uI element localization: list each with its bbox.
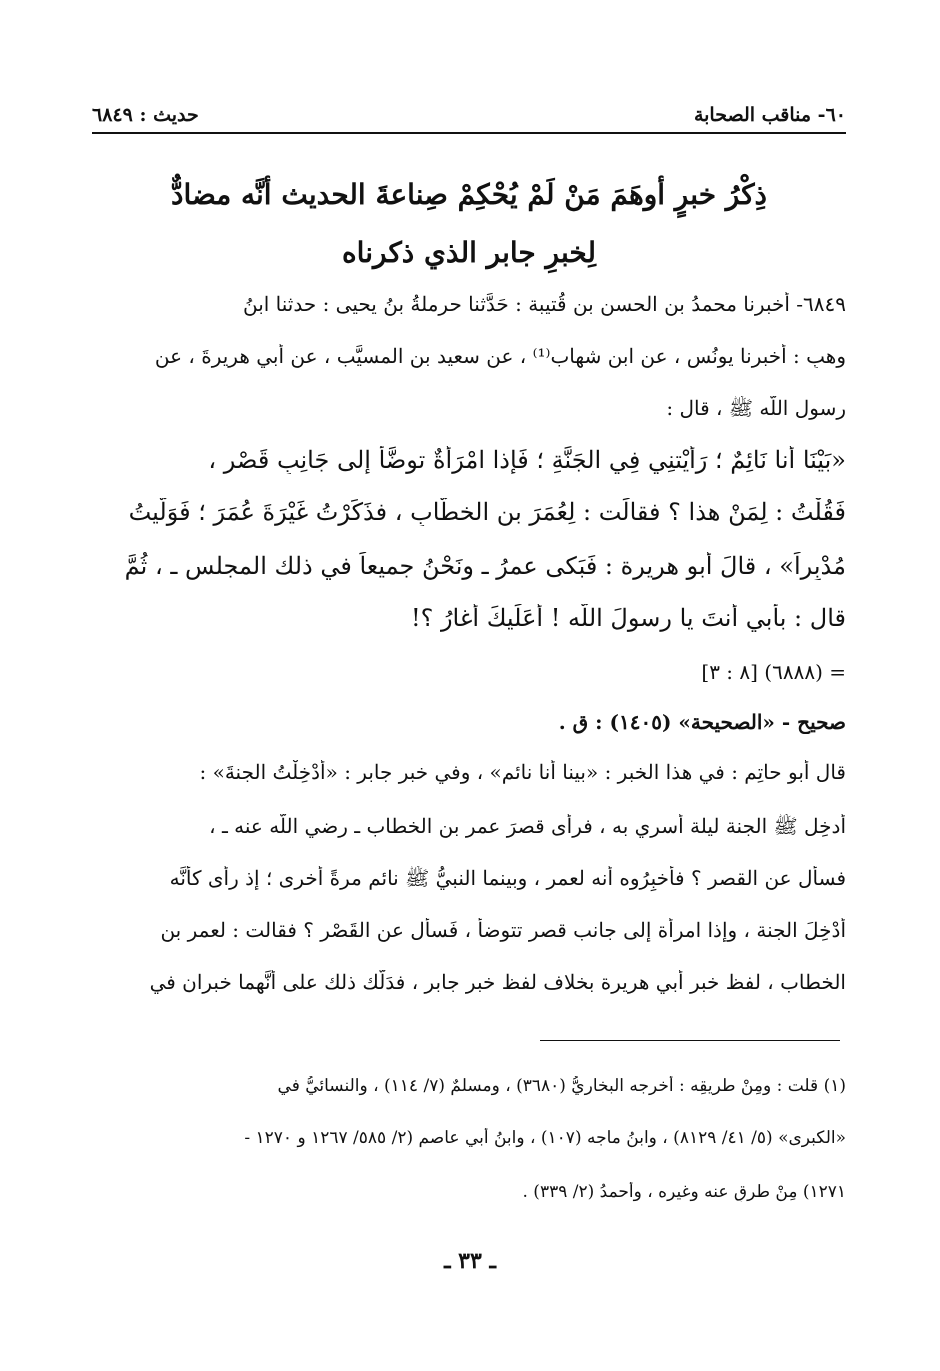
matn-line: «بَيْنَا أنا نَائِمٌ ؛ رَأَيْتنِي فِي الجَنَّةِ ؛ فَإِذا امْرَأَةٌ توضَّأُ إلى جَانِبِ قَصْرٍ ، <box>208 446 846 474</box>
running-header <box>92 96 846 134</box>
commentary-line: أُدخِل ﷺ الجنة ليلة أُسري به ، فرأى قصرَ عمر بن الخطاب ـ رضي اللّه عنه ـ ، <box>209 814 846 838</box>
matn-line: فَقُلْتُ : لِمَنْ هذا ؟ فقالَت : لِعُمَرَ بنِ الخطَّابِ ، فذَكَرْتُ غَيْرَةَ عُمَرَ ؛ فَوَلَّيتُ <box>128 498 846 526</box>
matn-line: قال : بأبي أنتَ يا رسولَ اللّه ! أَعَلَيكَ أغارُ ؟! <box>410 604 846 632</box>
chapter-title: ٦٠- مناقب الصحابة <box>693 104 846 126</box>
isnad-line: ٦٨٤٩- أخبرنا محمدُ بن الحسن بنِ قُتيبة : حَدَّثنا حرملةُ بنُ يحيى : حدثنا ابنُ <box>242 292 846 316</box>
page-number: ـ ٣٣ ـ <box>444 1248 496 1274</box>
commentary-line: أُدْخِلَ الجنة ، وإذا امرأة إلى جانب قصر تتوضأ ، فَسأل عن القَصْر ؟ فقالت : لعمر بن <box>160 918 846 942</box>
cross-reference: = (٦٨٨٨) [٨ : ٣] <box>701 660 846 684</box>
footnote-line: (١) قلت : ومِنْ طريقِه : أخرجه البخاريُّ (٣٦٨٠) ، ومسلمٌ (٧/ ١١٤) ، والنسائيُّ في <box>277 1076 846 1096</box>
isnad-line: رسول اللّه ﷺ ، قال : <box>666 396 846 420</box>
section-title-line-1: ذِكْرُ خبرٍ أوهَمَ مَنْ لَمْ يُحْكِمْ صِناعةَ الحديث أنَّه مضادٌّ <box>170 178 768 211</box>
isnad-line: وهبٍ : أخبرنا يونُس ، عن ابنِ شهاب⁽¹⁾ ، عن سعيد بن المسيَّب ، عن أبي هريرةَ ، عن <box>154 344 846 368</box>
hadith-reference: حديث : ٦٨٤٩ <box>92 104 199 126</box>
commentary-line: فسأل عن القصر ؟ فأُخبِرُوه أنه لعمر ، وبينما النبيُّ ﷺ نائم مرةً أخرى ؛ إذ رأى كأنَّه <box>169 866 846 890</box>
commentary-line: قال أبو حاتِم : في هذا الخبر : «بينا أنا نائم» ، وفي خبر جابر : «أدْخِلْتُ الجنةَ» : <box>199 760 846 784</box>
footnote-line: ١٢٧١) مِنْ طرقٍ عنه وغيره ، وأحمدُ (٢/ ٣٣٩) . <box>522 1182 846 1202</box>
footnote-divider <box>540 1040 840 1041</box>
matn-line: مُدْبِراً» ، قالَ أبو هريرة : فَبَكى عمرُ ـ ونَحْنُ جميعاً في ذلك المجلسِ ـ ، ثُمَّ <box>124 552 846 580</box>
footnote-line: «الكبرى» (٥/ ٤١/ ٨١٢٩) ، وابنُ ماجه (١٠٧) ، وابنُ أبي عاصم (٢/ ٥٨٥/ ١٢٦٧ و ١٢٧٠ - <box>244 1128 846 1148</box>
commentary-line: الخطاب ، لفظ خبرِ أبي هريرة بخلاف لفظ خبرِ جابر ، فدَلَّك ذلك على أنَّهما خبران في <box>149 970 846 994</box>
section-title-line-2: لِخبرِ جابر الذي ذكرناه <box>342 236 596 269</box>
hadith-grading: صحيح - «الصحيحة» (١٤٠٥) : ق . <box>558 710 846 734</box>
